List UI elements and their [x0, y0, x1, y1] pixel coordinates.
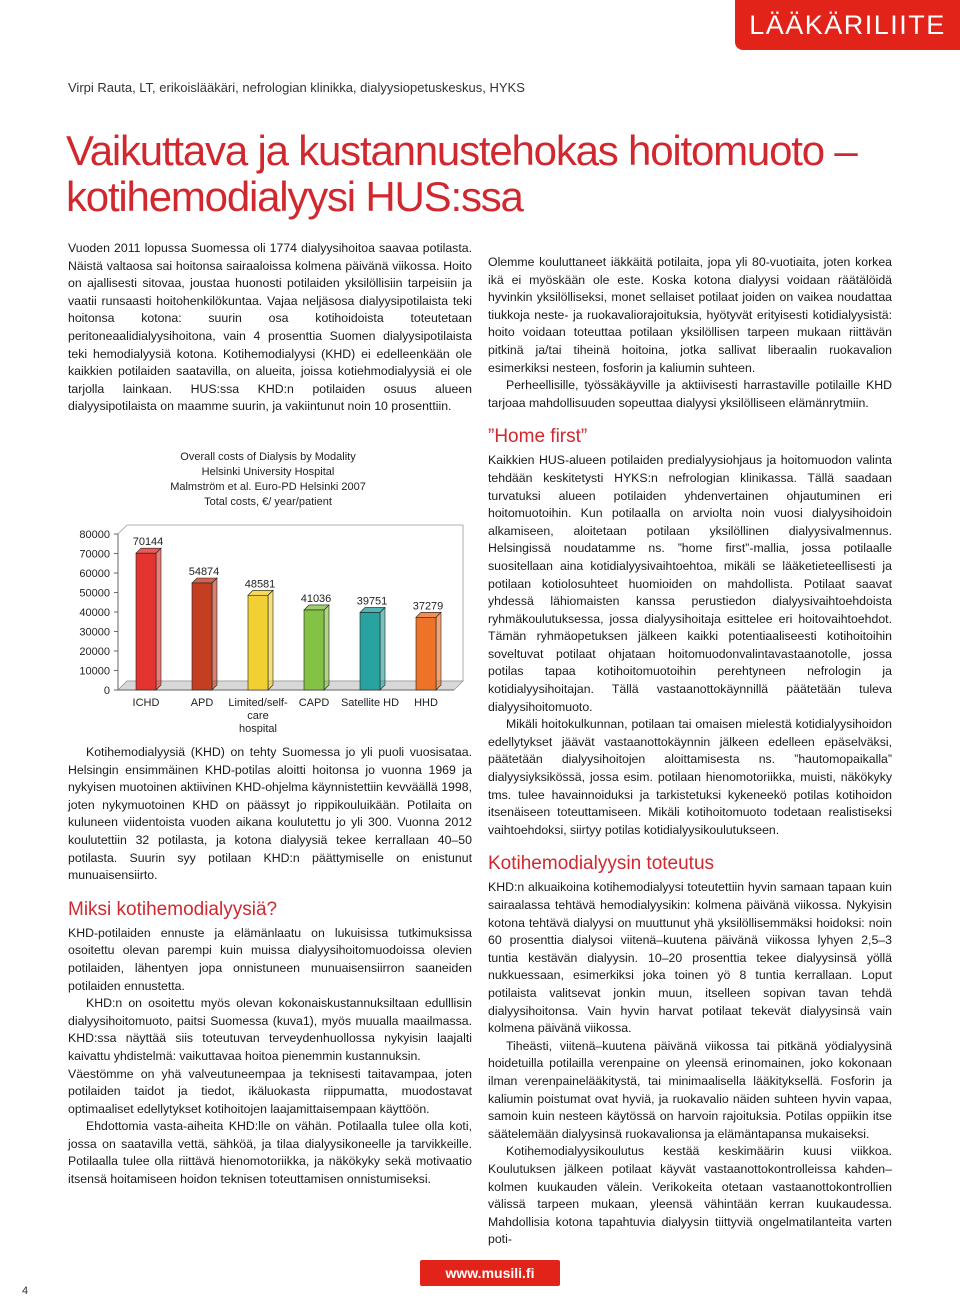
y-tick-label: 30000 — [79, 626, 110, 639]
y-tick-label: 50000 — [79, 587, 110, 600]
chart-title-line-2: Helsinki University Hospital — [201, 466, 335, 478]
bar-ichd — [133, 536, 164, 690]
page-number: 4 — [22, 1285, 29, 1297]
incubation-paragraph: Mikäli hoitokulkunnan, potilaan tai omaisen mielestä kotidialyysihoidon edellytykset jäävät vastaanottokäynnin jälkeen edelleen epäselväksi, päätetään dialyysihoitojen aloittamisesta ns. ”hautomopaikalla” dialyysiyksikössä, jossa esim. potilaan hienomotoriikka, muisti, näkökyky tms. tulee havainnoiduksi ja tarkistetuksi kykeneekö potilas kotihoidon itsenäiseen toteuttamiseen. Mikäli kotihoitomuoto todetaan realistiseksi vaihtoehdoksi, siirtyy potilas kotidialyysikoulutukseen. — [488, 717, 892, 837]
frequent-dialysis-paragraph: Tiheästi, viitenä–kuutena päivänä viikossa tai pitkänä yödialyysinä hoidetuilla potilailla verenpaine on yleensä erinomainen, joko kokonaan ilman verenpainelääkitystä, tai minimaalisella lääkityksellä. Fosforin ja kaliumin poistumat ovat hyviä, ja ruokavalio näiden suhteen hyvin vapaa, samoin kuin nesteen käytössä on harvoin rajoituksia. Potilas oppiikin itse säätelemään dialyysinsä ruokavalionsa ja elämäntapansa mukaiseksi. — [488, 1038, 892, 1141]
heading-home-first: ”Home first” — [488, 426, 588, 448]
bar-side — [324, 605, 329, 690]
bar-value-label: 41036 — [300, 592, 332, 605]
families-paragraph: Perheellisille, työssäkäyville ja aktiivisesti harrastaville potilaille KHD tarjoaa mahdollisuuden sopeuttaa dialyysi yksilölliseen elämänrytmiin. — [488, 378, 892, 410]
bar-side — [380, 607, 385, 690]
bar-front — [248, 595, 268, 690]
right-column — [488, 254, 892, 1249]
bar-front — [136, 553, 156, 690]
bar-front — [360, 612, 380, 690]
y-tick-label: 40000 — [79, 607, 110, 619]
bar-side — [212, 578, 217, 690]
x-category-label: ICHD — [132, 697, 160, 709]
x-category-label: CAPD — [298, 697, 330, 709]
y-tick-label: 10000 — [79, 665, 110, 678]
prognosis-paragraph: KHD-potilaiden ennuste ja elämänlaatu on lukuisissa tutkimuksissa osoitettu olevan parempi kuin muissa dialyysihoitomuodoissa olevien potilaiden, lähentyen jopa onnistuneen munuaisensiirron saaneiden potilaiden ennustetta. — [68, 925, 472, 993]
bar-value-label: 70144 — [132, 536, 164, 549]
heading-implementation: Kotihemodialyysin toteutus — [488, 853, 715, 875]
bar-side — [436, 612, 441, 690]
bar-side — [268, 590, 273, 690]
cost-paragraph: KHD:n on osoitettu myös olevan kokonaiskustannuksiltaan edulllisin dialyysihoitomuoto, paitsi Suomessa (kuva1), myös muualla maailmassa. KHD:ssa näyttää siis toteutuvan terveydenhuollossa nykyisin laajalti kaivattu yhdistelmä: vaikuttavaa hoitoa pienemmin kustannuksin. — [68, 996, 472, 1063]
cost-chart — [64, 438, 472, 738]
y-tick-label: 0 — [103, 685, 110, 697]
bar-value-label: 37279 — [412, 600, 444, 613]
chart-x-labels — [133, 697, 438, 735]
chart-title-line-1: Overall costs of Dialysis by Modality — [180, 451, 356, 463]
chart-back-wall — [118, 525, 463, 690]
bar-front — [304, 610, 324, 690]
home-first-paragraph: Kaikkien HUS-alueen potilaiden predialyysiohjaus ja hoitomuodon valinta tehdään keskitetysti HYKS:n nefrologian klinikassa. Tällä saadaan turvatuksi alueen potilaiden yhdenvertainen ohjautuminen eri hoitomuotoihin. Kun potilaalla on arviolta noin vuosi dialyysihoidoin alkamiseen, aloitetaan potilaan yksilöllinen dialyysivalmennus. Helsingissä noudatamme ns. ”home first”-mallia, jossa potilaalle suositellaan aina kotidialyysivaihtoehtoa, mikäli se lääketieteellisesti ja potilaan kotiolosuhteet huomioiden on mahdollista. Potilaat saavat yhdessä lähiomaisten kanssa perustiedon dialyysivaihtoehdoista ryhmäkoulutuksessa, jossa dialyysihoitaja esittelee eri hoitovaihtoehdot. Tämän ryhmäopetuksen jälkeen kaikki potentiaaliseesti kotihoitoihin soveltuvat potilaat ohjataan hoitomuodonvalintavastaanotolle, jossa potilas tapaa kotihoitomuotoihin perehtyneen nefrologin ja kotidialyysihoitajan. Tällä vastaanottokäynnillä päätetään tuleva dialyysihoitomuoto. — [488, 453, 892, 714]
article-title — [66, 128, 926, 220]
intro-paragraph: Vuoden 2011 lopussa Suomessa oli 1774 dialyysihoitoa saavaa potilasta. Näistä valtaosa sai hoitonsa sairaaloissa kolmena päivänä viikossa. Hoito on ajallisesti sitovaa, joustaa huonosti potilaiden yksilöllisiin tarpeisiin ja vaatii runsaasti hoitohenkilökuntaa. Vajaa neljäsosa dialyysipotilaista teki hoitonsa kotona: suurin osa kotihoidoista toteutetaan peritoneaalidialyysihoitona, vain 4 prosenttia Suomen dialyysipotilaista teki hemodialyysiä kotona. Kotihemodialyysi (KHD) ei edelleenkään ole kaikkien potilaiden saatavilla, on alueita, joissa kotiehmodialyysiä ei ole tarjolla lainkaan. HUS:ssa KHD:n potilaiden osuus alueen dialyysipotilaista on maamme suurin, ja vakiintunut noin 10 prosenttiin. — [68, 241, 472, 414]
x-category-label: care — [247, 710, 269, 722]
author-line: Virpi Rauta, LT, erikoislääkäri, nefrologian klinikka, dialyysiopetuskeskus, HYKS — [68, 80, 525, 95]
implementation-paragraph: KHD:n alkuaikoina kotihemodialyysi toteutettiin hyvin samaan tapaan kuin sairaalassa tehtävä hemodialyysikin: kolmena päivänä viikossa. Nykyisin kotona tehtävä dialyysi on muuttunut yhä yksilöllisemmäksi hoidoksi: noin 60 prosenttia dialysoi viitenä–kuutena päivänä viikossa lyhyen 2,5–3 tuntia kestävän dialyysin. 10–20 prosenttia tekee dialyysinsä yöllä nukkuessaan, esimerkiksi joka toinen yö 8 tuntia kerrallaan. Loput potilaista valitsevat jonkin muun, itselleen sopivan tavan tehdä dialyysihoitonsa. Vain hyvin harvat potilaat tekevät dialyysinsä vain kolmena päivänä viikossa. — [488, 880, 892, 1036]
heading-why-home-hd: Miksi kotihemodialyysiä? — [68, 898, 278, 920]
bar-value-label: 39751 — [356, 595, 388, 608]
elderly-paragraph: Olemme kouluttaneet iäkkäitä potilaita, jopa yli 80-vuotiaita, joten korkea ikä ei myöskään ole este. Koska kotona dialyysi voidaan räätälöidä hyvinkin yksilölliseksi, monet sellaiset potilaat joiden on vaikea noudattaa tiukkoja neste- ja ruokavaliorajoituksia, hyötyvät erityisesti kotidialyysistä: hoito voidaan toteuttaa potilaan yksilöllisen tarpeen mukaan riittävän pitkinä ja/tai tiheinä hoitoina, jotka sallivat liberaalin ruokavalion esimerkiksi nesteen, fosforin ja kaliumin suhteen. — [488, 255, 892, 375]
title-line-1: Vaikuttava ja kustannustehokas hoitomuoto – — [66, 127, 857, 174]
section-banner: LÄÄKÄRILIITE — [735, 0, 960, 50]
population-paragraph: Väestömme on yhä valveutuneempaa ja teknisesti taitavampaa, joten potilaiden taidot ja tiedot, ikäluokasta riippumatta, muodostavat optimaaliset edellytykset kotihoitojen laajamittaisempaan käyttöön. — [68, 1066, 472, 1116]
y-tick-label: 70000 — [79, 548, 110, 561]
bar-limited-self-care-hospital — [245, 578, 276, 690]
footer-url[interactable]: www.musili.fi — [420, 1260, 560, 1286]
title-line-2: kotihemodialyysi HUS:ssa — [66, 173, 523, 220]
x-category-label: APD — [190, 697, 214, 709]
x-category-label: Satellite HD — [340, 697, 400, 709]
bar-front — [416, 617, 436, 690]
bar-front — [192, 583, 212, 690]
history-paragraph: Kotihemodialyysiä (KHD) on tehty Suomessa jo yli puoli vuosisataa. Helsingin ensimmäinen KHD-potilas aloitti hoitonsa jo vuonna 1969 ja nykyisen muotoinen aktiivinen KHD-ohjelma käynnistettiin kevväällä 1998, joten nykymuotoinen KHD on päässyt jo rippikouluikään. Potilaita on kuluneen viidentoista vuoden aikana koulutettu jo yli 300. Vuonna 2012 koulutettiin 32 potilasta, ja kotona dialyysiä tekee kerrallaan 40–50 potilasta. Suurin syy potilaan KHD:n päättymiselle on enistunut munuaisensiirto. — [68, 745, 472, 883]
chart-floor — [118, 681, 463, 690]
bar-value-label: 48581 — [244, 578, 276, 591]
intro-column — [68, 240, 472, 416]
bar-apd — [189, 566, 220, 690]
bar-value-label: 54874 — [188, 565, 220, 578]
chart-y-axis — [79, 529, 118, 697]
contraindications-paragraph: Ehdottomia vasta-aiheita KHD:lle on vähän. Potilaalla tulee olla koti, jossa on saatavilla vettä, sähköä, ja tilaa dialyysikoneelle ja tarvikkeille. Potilaalla tulee olla riittävä hienomotoriikka, ja näkökyky sekä motivaatio itsensä hoitamiseen hoidon teknisen toteuttamisen onnistumiseksi. — [68, 1119, 472, 1187]
chart-title-line-4: Total costs, €/ year/patient — [204, 496, 332, 508]
left-column-body — [68, 744, 472, 1189]
training-paragraph: Kotihemodialyysikoulutus kestää keskimäärin kuusi viikkoa. Koulutuksen jälkeen potilaat käyvät vastaanottokontrolleissa kahden–kolmen kuukauden välein. Verikokeita otetaan vastaanottokontrollien välissä tarpeen mukaan, yleensä vähintään kerran kuukaudessa. Mahdollisia kotona tapahtuvia dialyysin tiittyviä ongelmatilanteita varten poti- — [488, 1144, 892, 1247]
y-tick-label: 20000 — [79, 646, 110, 658]
y-tick-label: 60000 — [79, 568, 110, 580]
x-category-label: Limited/self- — [228, 697, 288, 709]
y-tick-label: 80000 — [79, 529, 110, 541]
chart-title-line-3: Malmström et al. Euro-PD Helsinki 2007 — [170, 481, 366, 493]
chart-backdrop — [118, 525, 463, 690]
x-category-label: hospital — [239, 723, 277, 735]
bar-side — [156, 548, 161, 690]
x-category-label: HHD — [414, 697, 438, 709]
